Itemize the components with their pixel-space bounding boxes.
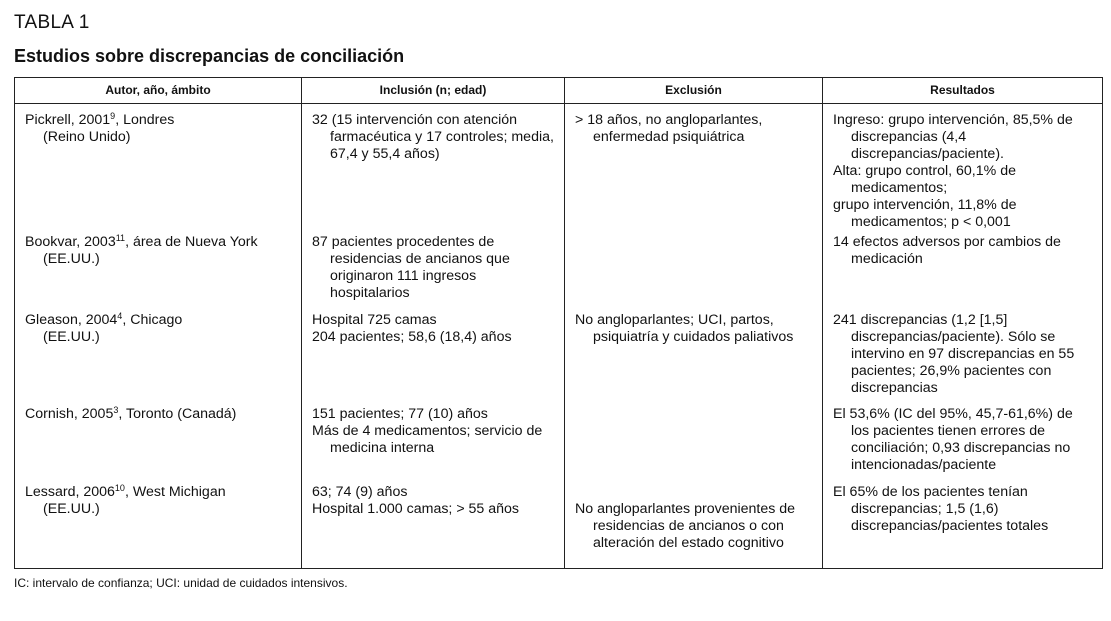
author-name: Cornish, 2005 — [25, 406, 114, 422]
author-ref: 11 — [115, 233, 126, 243]
studies-table — [14, 77, 1103, 569]
table-row — [15, 406, 1103, 484]
author-name: Lessard, 2006 — [25, 484, 115, 500]
exclusion-item: No angloparlantes; UCI, partos, psiquiatría y cuidados paliativos — [575, 312, 794, 345]
author-region: (EE.UU.) — [43, 251, 100, 267]
results-item: El 53,6% (IC del 95%, 45,7-61,6%) de los pacientes tienen errores de conciliación; 0,93 discrepancias no intencionadas/paciente — [833, 406, 1073, 473]
author-place: , West Michigan — [124, 484, 226, 500]
inclusion-item: 32 (15 intervención con atención farmacéutica y 17 controles; media, 67,4 y 55,4 años) — [312, 112, 554, 162]
inclusion-item: 151 pacientes; 77 (10) años — [312, 406, 488, 422]
author-place: , Toronto (Canadá) — [118, 406, 237, 422]
exclusion-cell — [565, 312, 823, 406]
table-row — [15, 234, 1103, 312]
inclusion-item: Hospital 725 camas — [312, 312, 437, 328]
table-label: TABLA 1 — [14, 12, 90, 33]
results-cell — [823, 104, 1103, 235]
exclusion-item: > 18 años, no angloparlantes, enfermedad psiquiátrica — [575, 112, 763, 145]
results-item — [833, 197, 1094, 231]
author-line — [25, 312, 293, 346]
results-cell — [823, 312, 1103, 406]
results-cell — [823, 484, 1103, 569]
results-item: 241 discrepancias (1,2 [1,5] discrepancias/paciente). Sólo se intervino en 97 discrepancias en 55 pacientes; 26,9% pacientes con discrepancias — [833, 312, 1075, 396]
inclusion-item: 204 pacientes; 58,6 (18,4) años — [312, 329, 512, 345]
exclusion-cell — [565, 406, 823, 484]
inclusion-item: 63; 74 (9) años — [312, 484, 408, 500]
author-name: Gleason, 2004 — [25, 312, 118, 328]
results-item: Ingreso: grupo intervención, 85,5% de discrepancias (4,4 discrepancias/paciente). — [833, 112, 1073, 162]
results-cell — [823, 234, 1103, 312]
author-place: , área de Nueva York — [125, 234, 258, 250]
author-region: (Reino Unido) — [43, 129, 131, 145]
inclusion-item: Más de 4 medicamentos; servicio de medicina interna — [312, 423, 543, 456]
inclusion-cell — [302, 234, 565, 312]
author-ref: 3 — [113, 405, 119, 415]
inclusion-cell — [302, 406, 565, 484]
inclusion-cell — [302, 484, 565, 569]
header-results: Resultados — [823, 78, 1103, 104]
table-row — [15, 104, 1103, 235]
results-cell — [823, 406, 1103, 484]
table-title: Estudios sobre discrepancias de conciliación — [14, 46, 405, 66]
author-name: Pickrell, 2001 — [25, 112, 111, 128]
author-line — [25, 406, 293, 423]
inclusion-item: 87 pacientes procedentes de residencias de ancianos que originaron 111 ingresos hospitalarios — [312, 234, 510, 301]
exclusion-item: No angloparlantes provenientes de residencias de ancianos o con alteración del estado cognitivo — [575, 501, 796, 551]
cell-spacer — [575, 484, 814, 501]
author-ref: 9 — [110, 111, 116, 121]
author-cell — [15, 484, 302, 569]
exclusion-cell — [565, 234, 823, 312]
table-header-row — [15, 78, 1103, 104]
author-line — [25, 234, 293, 268]
author-cell — [15, 312, 302, 406]
header-inclusion: Inclusión (n; edad) — [302, 78, 565, 104]
exclusion-cell — [565, 104, 823, 235]
inclusion-cell — [302, 312, 565, 406]
author-name: Bookvar, 2003 — [25, 234, 116, 250]
inclusion-cell — [302, 104, 565, 235]
author-cell — [15, 104, 302, 235]
page — [14, 10, 1102, 590]
results-subitem: grupo intervención, 11,8% de medicamentos; p < 0,001 — [833, 197, 1017, 230]
author-region: (EE.UU.) — [43, 329, 100, 345]
author-cell — [15, 234, 302, 312]
results-item: Alta: grupo control, 60,1% de medicamentos; — [833, 163, 1016, 196]
table-row — [15, 312, 1103, 406]
author-place: , Londres — [115, 112, 175, 128]
author-region: (EE.UU.) — [43, 501, 100, 517]
inclusion-item: Hospital 1.000 camas; > 55 años — [312, 501, 520, 517]
results-item: El 65% de los pacientes tenían discrepancias; 1,5 (1,6) discrepancias/pacientes totales — [833, 484, 1049, 534]
author-cell — [15, 406, 302, 484]
table-footnote: IC: intervalo de confianza; UCI: unidad de cuidados intensivos. — [14, 576, 348, 590]
exclusion-cell — [565, 484, 823, 569]
table-row — [15, 484, 1103, 569]
author-ref: 4 — [117, 311, 123, 321]
results-item: 14 efectos adversos por cambios de medicación — [833, 234, 1061, 267]
author-line — [25, 484, 293, 518]
header-author: Autor, año, ámbito — [15, 78, 302, 104]
author-line — [25, 112, 293, 146]
author-place: , Chicago — [122, 312, 183, 328]
author-ref: 10 — [114, 483, 125, 493]
header-exclusion: Exclusión — [565, 78, 823, 104]
